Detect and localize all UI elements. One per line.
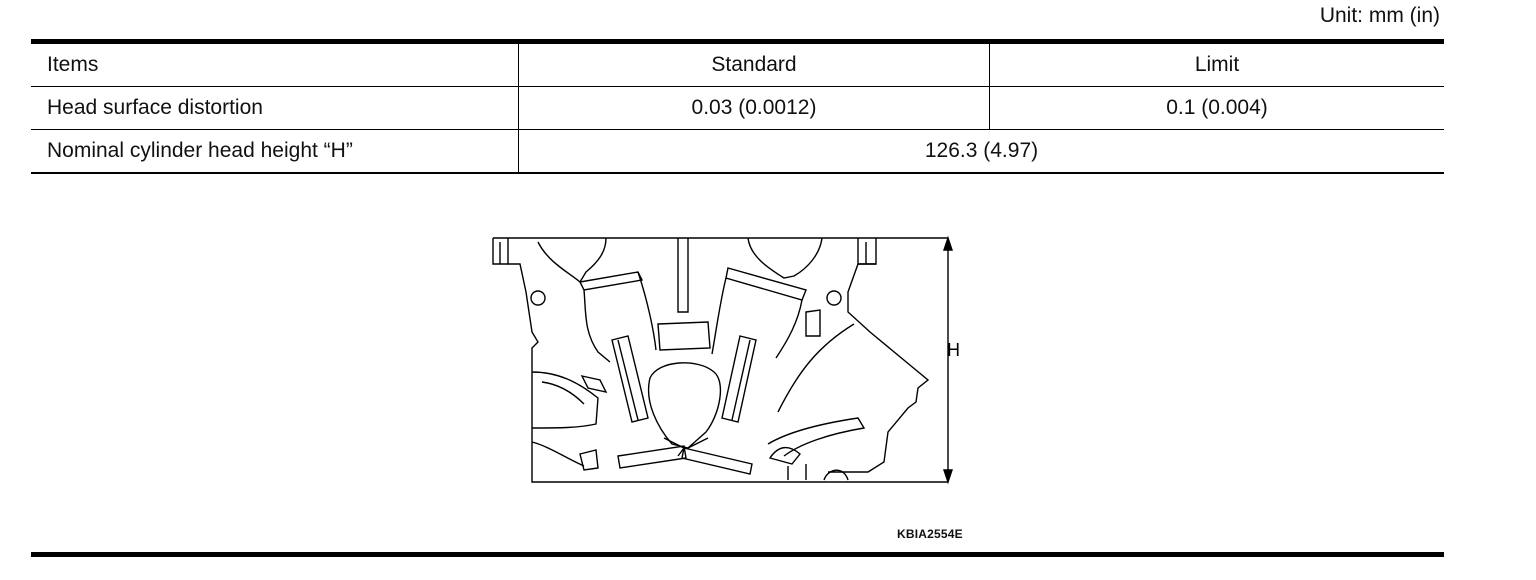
row-combined-value: 126.3 (4.97) [519, 130, 1445, 174]
spec-table [31, 39, 1444, 174]
cylinder-head-diagram [488, 232, 978, 492]
figure-code: KBIA2554E [897, 527, 963, 541]
dimension-line-h [944, 238, 952, 482]
bottom-rule [31, 552, 1444, 557]
row-limit-value: 0.1 (0.004) [990, 87, 1445, 130]
header-limit: Limit [990, 42, 1445, 87]
table-header-row [31, 42, 1444, 87]
row-item-label: Nominal cylinder head height “H” [47, 139, 353, 162]
table-row [31, 87, 1444, 130]
row-standard-value: 0.03 (0.0012) [519, 87, 990, 130]
header-standard: Standard [519, 42, 990, 87]
dimension-label-h: H [947, 340, 960, 360]
header-items: Items [47, 53, 99, 76]
row-item-label: Head surface distortion [47, 96, 263, 119]
unit-label: Unit: mm (in) [1319, 4, 1440, 27]
table-row [31, 130, 1444, 174]
cylinder-head-outline [493, 238, 948, 482]
